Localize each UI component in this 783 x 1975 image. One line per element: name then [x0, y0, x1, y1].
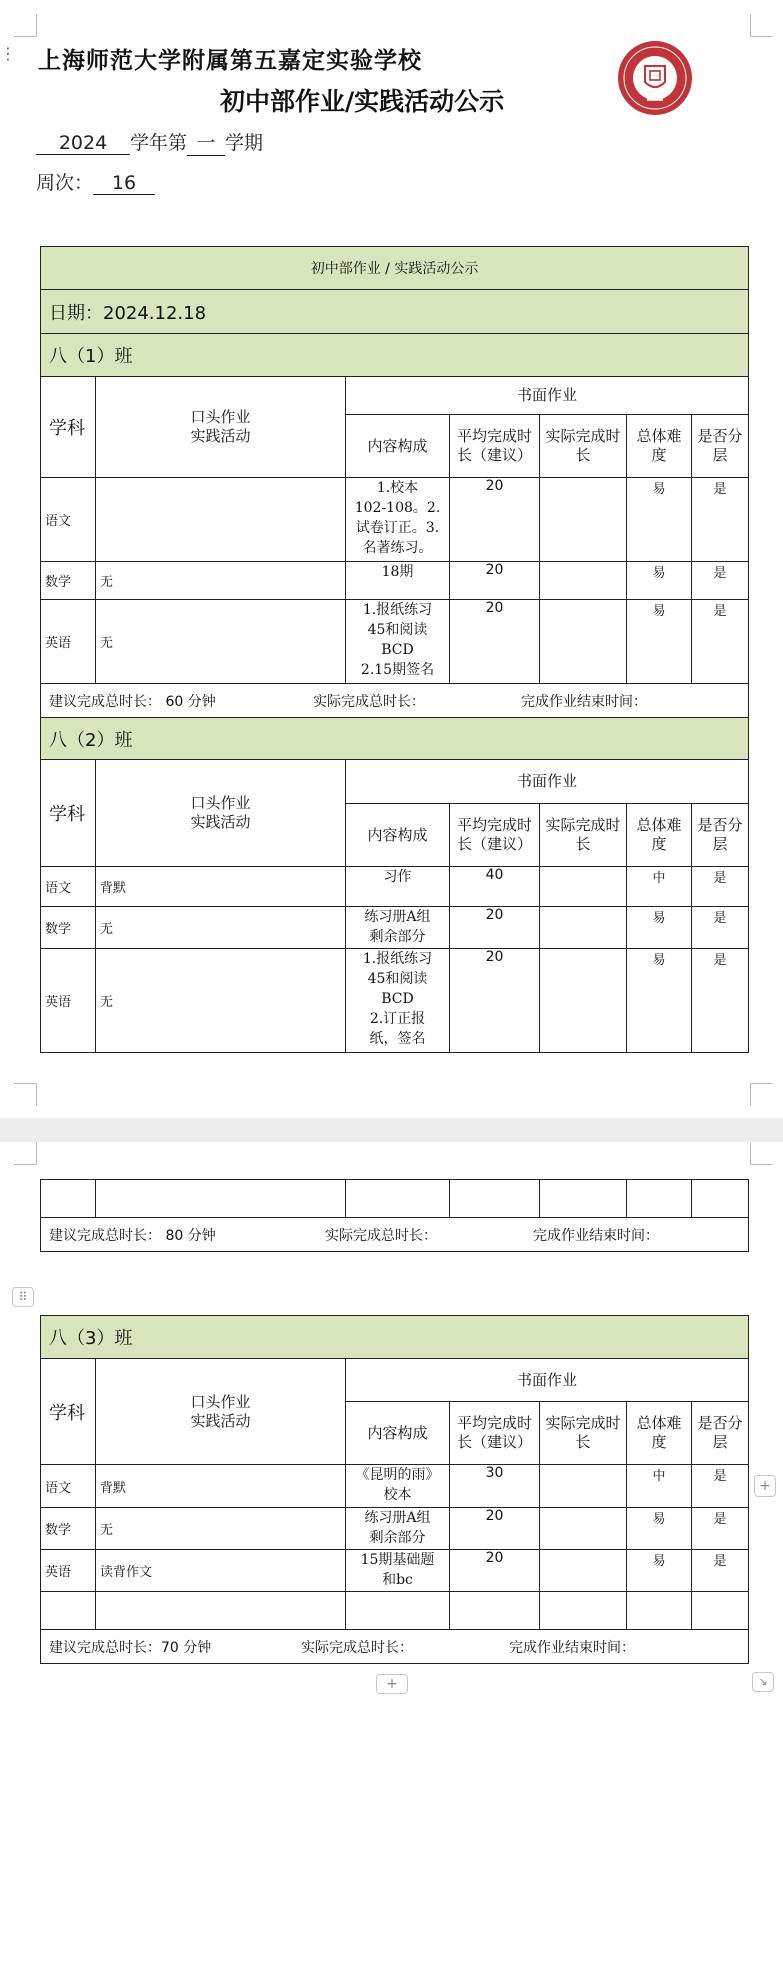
header-avg-time: 平均完成时长（建议） — [450, 804, 540, 867]
cell-avg[interactable]: 20 — [450, 1508, 540, 1550]
table-row — [41, 949, 749, 1053]
empty-cell[interactable] — [450, 1592, 540, 1630]
header-avg-time: 平均完成时长（建议） — [450, 415, 540, 478]
header-written: 书面作业 — [346, 377, 749, 415]
header-content: 内容构成 — [346, 804, 450, 867]
empty-cell[interactable] — [346, 1592, 450, 1630]
cell-subject: 英语 — [41, 600, 96, 684]
table-row — [41, 562, 749, 600]
cell-subject: 语文 — [41, 478, 96, 562]
cell-subject: 语文 — [41, 1465, 96, 1508]
homework-table-class3 — [40, 1315, 749, 1664]
left-margin-marker[interactable]: ⋮ — [0, 44, 16, 63]
header-layered: 是否分层 — [692, 804, 749, 867]
header-difficulty: 总体难度 — [627, 415, 692, 478]
cell-layered[interactable]: 是 — [692, 867, 749, 907]
header-oral: 口头作业 实践活动 — [96, 377, 346, 478]
cell-difficulty[interactable]: 易 — [627, 600, 692, 684]
class-name: 八（3）班 — [41, 1316, 749, 1359]
page-corner-mark — [14, 1142, 37, 1165]
cell-subject: 数学 — [41, 562, 96, 600]
cell-actual[interactable] — [540, 478, 627, 562]
page-gap — [0, 1118, 783, 1142]
cell-layered[interactable]: 是 — [692, 478, 749, 562]
summary-suggest: 建议完成总时长： 60 分钟 — [49, 693, 216, 710]
term-suffix: 学期 — [225, 132, 264, 154]
cell-content[interactable]: 《昆明的雨》 校本 — [346, 1465, 450, 1508]
summary-end: 完成作业结束时间： — [509, 1639, 635, 1656]
cell-subject: 数学 — [41, 907, 96, 949]
empty-cell[interactable] — [41, 1180, 96, 1218]
cell-layered[interactable]: 是 — [692, 562, 749, 600]
header-content: 内容构成 — [346, 1402, 450, 1465]
cell-layered[interactable]: 是 — [692, 600, 749, 684]
empty-cell[interactable] — [346, 1180, 450, 1218]
header-written: 书面作业 — [346, 760, 749, 804]
cell-avg[interactable]: 40 — [450, 867, 540, 907]
header-written: 书面作业 — [346, 1359, 749, 1402]
summary-row — [41, 684, 749, 718]
empty-cell[interactable] — [627, 1180, 692, 1218]
cell-difficulty[interactable]: 中 — [627, 867, 692, 907]
term-line — [36, 128, 263, 156]
cell-layered[interactable]: 是 — [692, 1465, 749, 1508]
cell-avg[interactable]: 30 — [450, 1465, 540, 1508]
header-layered: 是否分层 — [692, 1402, 749, 1465]
cell-actual[interactable] — [540, 600, 627, 684]
cell-oral[interactable]: 背默 — [96, 1465, 346, 1508]
page-corner-mark — [14, 14, 37, 37]
empty-cell[interactable] — [96, 1180, 346, 1218]
cell-difficulty[interactable]: 易 — [627, 949, 692, 1053]
year-suffix: 学年第 — [130, 132, 188, 154]
cell-layered[interactable]: 是 — [692, 1508, 749, 1550]
cell-content[interactable]: 1.报纸练习 45和阅读 BCD 2.订正报 纸，签名 — [346, 949, 450, 1053]
cell-actual[interactable] — [540, 1508, 627, 1550]
week-value: 16 — [93, 172, 155, 195]
cell-actual[interactable] — [540, 907, 627, 949]
header-oral: 口头作业 实践活动 — [96, 1359, 346, 1465]
page-corner-mark — [750, 1083, 773, 1106]
cell-avg[interactable]: 20 — [450, 562, 540, 600]
week-label: 周次： — [36, 172, 94, 194]
cell-layered[interactable]: 是 — [692, 949, 749, 1053]
summary-row — [41, 1630, 749, 1664]
table-row — [41, 907, 749, 949]
cell-layered[interactable]: 是 — [692, 907, 749, 949]
cell-content[interactable]: 习作 — [346, 867, 450, 907]
add-column-icon[interactable]: + — [754, 1475, 776, 1497]
summary-end: 完成作业结束时间： — [521, 693, 647, 710]
empty-cell[interactable] — [540, 1592, 627, 1630]
cell-content[interactable]: 1.校本 102-108。2. 试卷订正。3. 名著练习。 — [346, 478, 450, 562]
cell-difficulty[interactable]: 中 — [627, 1465, 692, 1508]
header-actual-time: 实际完成时长 — [540, 804, 627, 867]
add-row-icon[interactable]: + — [376, 1674, 408, 1694]
table-row — [41, 478, 749, 562]
cell-subject: 数学 — [41, 1508, 96, 1550]
class-name: 八（1）班 — [41, 334, 749, 377]
cell-difficulty[interactable]: 易 — [627, 562, 692, 600]
cell-avg[interactable]: 20 — [450, 907, 540, 949]
table-row-empty — [41, 1592, 749, 1630]
table-row — [41, 1508, 749, 1550]
empty-cell[interactable] — [627, 1592, 692, 1630]
year-value: 2024 — [36, 132, 130, 155]
cell-content[interactable]: 1.报纸练习 45和阅读 BCD 2.15期签名 — [346, 600, 450, 684]
header-actual-time: 实际完成时长 — [540, 1402, 627, 1465]
summary-end: 完成作业结束时间： — [533, 1227, 659, 1244]
week-line — [36, 168, 155, 195]
table-row — [41, 1465, 749, 1508]
cell-subject: 语文 — [41, 867, 96, 907]
table-row — [41, 600, 749, 684]
summary-suggest: 建议完成总时长： 80 分钟 — [49, 1227, 216, 1244]
header-subject: 学科 — [41, 1359, 96, 1465]
empty-cell[interactable] — [450, 1180, 540, 1218]
empty-cell[interactable] — [540, 1180, 627, 1218]
cell-actual[interactable] — [540, 1465, 627, 1508]
school-logo — [617, 40, 693, 116]
summary-suggest: 建议完成总时长：70 分钟 — [49, 1639, 212, 1656]
header-subject: 学科 — [41, 377, 96, 478]
class-name: 八（2）班 — [41, 718, 749, 760]
cell-subject: 英语 — [41, 1550, 96, 1592]
cell-subject: 英语 — [41, 949, 96, 1053]
cell-actual[interactable] — [540, 562, 627, 600]
cell-difficulty[interactable]: 易 — [627, 1550, 692, 1592]
summary-actual: 实际完成总时长： — [313, 693, 425, 710]
summary-actual: 实际完成总时长： — [325, 1227, 437, 1244]
cell-difficulty[interactable]: 易 — [627, 907, 692, 949]
summary-row — [41, 1218, 749, 1252]
empty-cell[interactable] — [41, 1592, 96, 1630]
resize-table-icon[interactable]: ↘ — [752, 1672, 774, 1692]
cell-difficulty[interactable]: 易 — [627, 1508, 692, 1550]
main-title: 初中部作业/实践活动公示 — [220, 87, 505, 116]
page-corner-mark — [14, 1083, 37, 1106]
table-title: 初中部作业 / 实践活动公示 — [41, 247, 749, 290]
cell-avg[interactable]: 20 — [450, 949, 540, 1053]
header-layered: 是否分层 — [692, 415, 749, 478]
empty-cell[interactable] — [692, 1180, 749, 1218]
cell-actual[interactable] — [540, 949, 627, 1053]
cell-oral[interactable]: 背默 — [96, 867, 346, 907]
table-row — [41, 867, 749, 907]
empty-cell[interactable] — [692, 1592, 749, 1630]
cell-oral[interactable] — [96, 478, 346, 562]
cell-content[interactable]: 练习册A组 剩余部分 — [346, 1508, 450, 1550]
table-date: 日期：2024.12.18 — [41, 290, 749, 334]
page-corner-mark — [750, 14, 773, 37]
header-actual-time: 实际完成时长 — [540, 415, 627, 478]
page-corner-mark — [750, 1142, 773, 1165]
cell-actual[interactable] — [540, 867, 627, 907]
summary-actual: 实际完成总时长： — [301, 1639, 413, 1656]
term-value: 一 — [187, 128, 225, 156]
cell-layered[interactable]: 是 — [692, 1550, 749, 1592]
cell-avg[interactable]: 20 — [450, 600, 540, 684]
drag-handle-icon[interactable]: ⠿ — [12, 1287, 34, 1307]
cell-difficulty[interactable]: 易 — [627, 478, 692, 562]
cell-oral[interactable]: 无 — [96, 600, 346, 684]
school-name: 上海师范大学附属第五嘉定实验学校 — [38, 47, 422, 74]
cell-oral[interactable]: 无 — [96, 949, 346, 1053]
header-subject: 学科 — [41, 760, 96, 867]
cell-content[interactable]: 练习册A组 剩余部分 — [346, 907, 450, 949]
empty-cell[interactable] — [96, 1592, 346, 1630]
header-difficulty: 总体难度 — [627, 1402, 692, 1465]
cell-content[interactable]: 15期基础题 和bc — [346, 1550, 450, 1592]
cell-oral[interactable]: 无 — [96, 562, 346, 600]
cell-content[interactable]: 18期 — [346, 562, 450, 600]
table-row-empty — [41, 1180, 749, 1218]
header-avg-time: 平均完成时长（建议） — [450, 1402, 540, 1465]
page-2 — [0, 1142, 783, 1975]
cell-oral[interactable]: 读背作文 — [96, 1550, 346, 1592]
cell-oral[interactable]: 无 — [96, 1508, 346, 1550]
cell-oral[interactable]: 无 — [96, 907, 346, 949]
table-row — [41, 1550, 749, 1592]
header-difficulty: 总体难度 — [627, 804, 692, 867]
homework-table-page2-continued — [40, 1179, 749, 1252]
homework-table-page1 — [40, 246, 749, 1053]
cell-avg[interactable]: 20 — [450, 478, 540, 562]
header-oral: 口头作业 实践活动 — [96, 760, 346, 867]
header-content: 内容构成 — [346, 415, 450, 478]
cell-actual[interactable] — [540, 1550, 627, 1592]
cell-avg[interactable]: 20 — [450, 1550, 540, 1592]
